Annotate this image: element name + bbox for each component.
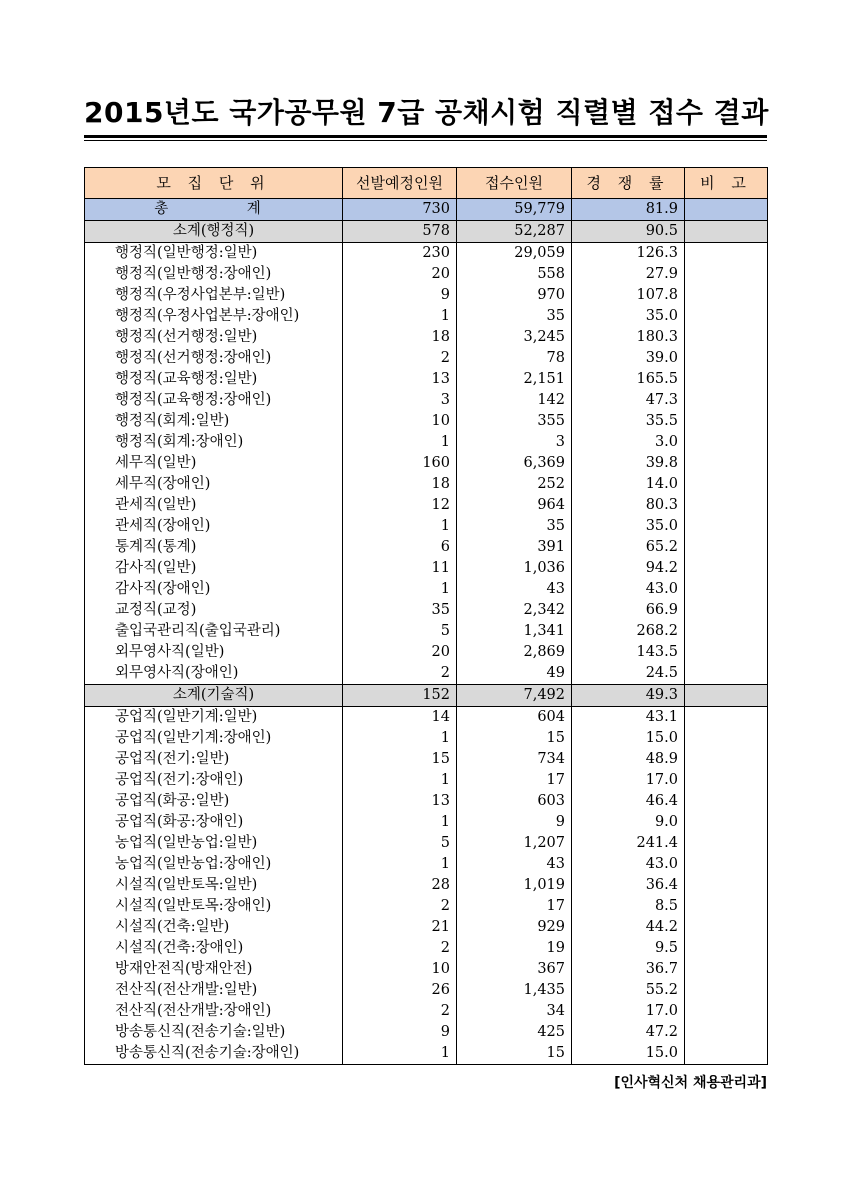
row-name: 출입국관리직(출입국관리) (85, 621, 343, 642)
row-name: 관세직(장애인) (85, 516, 343, 537)
row-note (685, 959, 768, 980)
row-applied: 604 (457, 707, 572, 729)
col-header-planned: 선발예정인원 (343, 168, 457, 199)
row-name: 방송통신직(전송기술:장애인) (85, 1043, 343, 1065)
row-name: 행정직(우정사업본부:일반) (85, 285, 343, 306)
row-note (685, 875, 768, 896)
row-note (685, 495, 768, 516)
row-note (685, 980, 768, 1001)
row-name: 농업직(일반농업:장애인) (85, 854, 343, 875)
row-applied: 252 (457, 474, 572, 495)
row-name: 방송통신직(전송기술:일반) (85, 1022, 343, 1043)
total-row (85, 199, 768, 221)
table-row (85, 749, 768, 770)
table-row (85, 306, 768, 327)
row-name: 공업직(전기:장애인) (85, 770, 343, 791)
row-ratio: 66.9 (572, 600, 685, 621)
row-name: 행정직(선거행정:장애인) (85, 348, 343, 369)
row-note (685, 896, 768, 917)
subtotal-planned: 152 (343, 685, 457, 707)
subtotal-label: 소계(행정직) (85, 221, 343, 243)
subtotal-ratio: 49.3 (572, 685, 685, 707)
row-note (685, 243, 768, 265)
row-name: 시설직(건축:장애인) (85, 938, 343, 959)
row-name: 공업직(전기:일반) (85, 749, 343, 770)
table-row (85, 642, 768, 663)
row-name: 행정직(일반행정:일반) (85, 243, 343, 265)
row-note (685, 707, 768, 729)
row-planned: 1 (343, 1043, 457, 1065)
table-row (85, 707, 768, 729)
row-applied: 2,342 (457, 600, 572, 621)
row-note (685, 600, 768, 621)
col-header-ratio: 경 쟁 률 (572, 168, 685, 199)
table-row (85, 432, 768, 453)
row-ratio: 47.2 (572, 1022, 685, 1043)
row-name: 행정직(교육행정:일반) (85, 369, 343, 390)
table-row (85, 1022, 768, 1043)
subtotal-applied: 52,287 (457, 221, 572, 243)
row-applied: 3 (457, 432, 572, 453)
row-applied: 49 (457, 663, 572, 685)
row-note (685, 579, 768, 600)
row-applied: 558 (457, 264, 572, 285)
source-footer: [인사혁신처 채용관리과] (614, 1075, 767, 1091)
table-row (85, 516, 768, 537)
row-planned: 1 (343, 432, 457, 453)
row-ratio: 9.5 (572, 938, 685, 959)
title-underline-thin (84, 140, 767, 141)
row-applied: 142 (457, 390, 572, 411)
row-applied: 2,151 (457, 369, 572, 390)
table-row (85, 770, 768, 791)
subtotal-note (685, 685, 768, 707)
row-ratio: 80.3 (572, 495, 685, 516)
row-name: 농업직(일반농업:일반) (85, 833, 343, 854)
row-note (685, 327, 768, 348)
row-name: 교정직(교정) (85, 600, 343, 621)
row-note (685, 663, 768, 685)
row-planned: 1 (343, 770, 457, 791)
row-planned: 160 (343, 453, 457, 474)
row-planned: 5 (343, 621, 457, 642)
table-row (85, 917, 768, 938)
row-note (685, 516, 768, 537)
row-note (685, 854, 768, 875)
subtotal-label: 소계(기술직) (85, 685, 343, 707)
row-note (685, 285, 768, 306)
table-row (85, 896, 768, 917)
row-name: 행정직(회계:장애인) (85, 432, 343, 453)
row-note (685, 1022, 768, 1043)
row-ratio: 165.5 (572, 369, 685, 390)
table-row (85, 390, 768, 411)
row-ratio: 14.0 (572, 474, 685, 495)
total-ratio: 81.9 (572, 199, 685, 221)
table-row (85, 812, 768, 833)
row-ratio: 8.5 (572, 896, 685, 917)
row-note (685, 621, 768, 642)
row-ratio: 39.8 (572, 453, 685, 474)
row-planned: 28 (343, 875, 457, 896)
row-ratio: 46.4 (572, 791, 685, 812)
row-ratio: 35.0 (572, 516, 685, 537)
row-ratio: 268.2 (572, 621, 685, 642)
table-row (85, 938, 768, 959)
row-applied: 3,245 (457, 327, 572, 348)
row-planned: 2 (343, 1001, 457, 1022)
row-planned: 1 (343, 516, 457, 537)
row-applied: 35 (457, 516, 572, 537)
row-name: 외무영사직(일반) (85, 642, 343, 663)
table-row (85, 980, 768, 1001)
row-applied: 35 (457, 306, 572, 327)
row-note (685, 812, 768, 833)
row-note (685, 791, 768, 812)
table-row (85, 1043, 768, 1065)
row-applied: 1,019 (457, 875, 572, 896)
row-note (685, 642, 768, 663)
row-planned: 10 (343, 411, 457, 432)
subtotal-ratio: 90.5 (572, 221, 685, 243)
row-planned: 18 (343, 474, 457, 495)
row-planned: 2 (343, 938, 457, 959)
row-planned: 6 (343, 537, 457, 558)
table-row (85, 728, 768, 749)
row-ratio: 17.0 (572, 1001, 685, 1022)
row-ratio: 107.8 (572, 285, 685, 306)
row-name: 행정직(우정사업본부:장애인) (85, 306, 343, 327)
row-planned: 15 (343, 749, 457, 770)
row-planned: 1 (343, 306, 457, 327)
row-applied: 43 (457, 579, 572, 600)
row-name: 행정직(교육행정:장애인) (85, 390, 343, 411)
row-note (685, 348, 768, 369)
table-row (85, 453, 768, 474)
table-row (85, 558, 768, 579)
row-applied: 1,207 (457, 833, 572, 854)
row-planned: 20 (343, 264, 457, 285)
row-applied: 929 (457, 917, 572, 938)
row-planned: 1 (343, 854, 457, 875)
row-name: 관세직(일반) (85, 495, 343, 516)
row-name: 행정직(선거행정:일반) (85, 327, 343, 348)
row-ratio: 43.0 (572, 579, 685, 600)
row-applied: 603 (457, 791, 572, 812)
row-note (685, 390, 768, 411)
row-applied: 355 (457, 411, 572, 432)
row-ratio: 44.2 (572, 917, 685, 938)
row-ratio: 241.4 (572, 833, 685, 854)
total-applied: 59,779 (457, 199, 572, 221)
row-planned: 13 (343, 791, 457, 812)
row-ratio: 180.3 (572, 327, 685, 348)
row-applied: 17 (457, 896, 572, 917)
row-ratio: 35.0 (572, 306, 685, 327)
row-applied: 6,369 (457, 453, 572, 474)
row-name: 시설직(일반토목:일반) (85, 875, 343, 896)
row-planned: 21 (343, 917, 457, 938)
table-body (85, 199, 768, 1065)
row-planned: 1 (343, 728, 457, 749)
row-name: 감사직(장애인) (85, 579, 343, 600)
row-ratio: 143.5 (572, 642, 685, 663)
row-applied: 391 (457, 537, 572, 558)
table-row (85, 791, 768, 812)
row-ratio: 17.0 (572, 770, 685, 791)
row-note (685, 537, 768, 558)
row-ratio: 47.3 (572, 390, 685, 411)
page-title: 2015년도 국가공무원 7급 공채시험 직렬별 접수 결과 (84, 96, 769, 129)
row-note (685, 1001, 768, 1022)
row-planned: 2 (343, 896, 457, 917)
row-name: 외무영사직(장애인) (85, 663, 343, 685)
header-row (85, 168, 768, 199)
subtotal-note (685, 221, 768, 243)
row-ratio: 9.0 (572, 812, 685, 833)
row-planned: 35 (343, 600, 457, 621)
row-name: 공업직(화공:장애인) (85, 812, 343, 833)
col-header-applied: 접수인원 (457, 168, 572, 199)
row-name: 세무직(일반) (85, 453, 343, 474)
row-name: 행정직(일반행정:장애인) (85, 264, 343, 285)
row-name: 행정직(회계:일반) (85, 411, 343, 432)
table-row (85, 264, 768, 285)
row-applied: 367 (457, 959, 572, 980)
row-note (685, 474, 768, 495)
row-applied: 15 (457, 1043, 572, 1065)
row-planned: 1 (343, 579, 457, 600)
row-applied: 2,869 (457, 642, 572, 663)
row-note (685, 833, 768, 854)
row-applied: 1,341 (457, 621, 572, 642)
subtotal-row (85, 221, 768, 243)
col-header-note: 비 고 (685, 168, 768, 199)
row-planned: 14 (343, 707, 457, 729)
row-note (685, 453, 768, 474)
row-planned: 10 (343, 959, 457, 980)
row-planned: 9 (343, 285, 457, 306)
row-applied: 15 (457, 728, 572, 749)
row-note (685, 558, 768, 579)
row-name: 시설직(일반토목:장애인) (85, 896, 343, 917)
row-applied: 9 (457, 812, 572, 833)
row-applied: 970 (457, 285, 572, 306)
row-ratio: 24.5 (572, 663, 685, 685)
row-note (685, 264, 768, 285)
row-note (685, 749, 768, 770)
row-applied: 34 (457, 1001, 572, 1022)
row-applied: 29,059 (457, 243, 572, 265)
row-planned: 5 (343, 833, 457, 854)
row-ratio: 15.0 (572, 728, 685, 749)
row-ratio: 36.4 (572, 875, 685, 896)
table-row (85, 474, 768, 495)
total-label: 총 계 (85, 199, 343, 221)
row-planned: 3 (343, 390, 457, 411)
row-note (685, 411, 768, 432)
table-row (85, 600, 768, 621)
row-name: 통계직(통계) (85, 537, 343, 558)
row-applied: 964 (457, 495, 572, 516)
table-row (85, 621, 768, 642)
row-planned: 2 (343, 663, 457, 685)
row-applied: 17 (457, 770, 572, 791)
row-note (685, 1043, 768, 1065)
row-planned: 9 (343, 1022, 457, 1043)
row-note (685, 770, 768, 791)
row-planned: 20 (343, 642, 457, 663)
total-note (685, 199, 768, 221)
row-ratio: 27.9 (572, 264, 685, 285)
row-planned: 1 (343, 812, 457, 833)
row-name: 시설직(건축:일반) (85, 917, 343, 938)
row-name: 전산직(전산개발:일반) (85, 980, 343, 1001)
table-row (85, 411, 768, 432)
row-name: 공업직(일반기계:장애인) (85, 728, 343, 749)
table-row (85, 285, 768, 306)
row-ratio: 43.1 (572, 707, 685, 729)
row-ratio: 35.5 (572, 411, 685, 432)
row-applied: 734 (457, 749, 572, 770)
row-planned: 26 (343, 980, 457, 1001)
table-row (85, 369, 768, 390)
row-ratio: 55.2 (572, 980, 685, 1001)
table-row (85, 959, 768, 980)
row-note (685, 306, 768, 327)
row-ratio: 126.3 (572, 243, 685, 265)
row-planned: 2 (343, 348, 457, 369)
row-ratio: 36.7 (572, 959, 685, 980)
row-note (685, 728, 768, 749)
row-planned: 13 (343, 369, 457, 390)
row-name: 공업직(화공:일반) (85, 791, 343, 812)
row-ratio: 3.0 (572, 432, 685, 453)
row-name: 세무직(장애인) (85, 474, 343, 495)
row-ratio: 48.9 (572, 749, 685, 770)
table-row (85, 833, 768, 854)
row-applied: 1,036 (457, 558, 572, 579)
table-row (85, 243, 768, 265)
subtotal-applied: 7,492 (457, 685, 572, 707)
row-planned: 230 (343, 243, 457, 265)
table-row (85, 1001, 768, 1022)
table-row (85, 348, 768, 369)
table-row (85, 579, 768, 600)
row-applied: 425 (457, 1022, 572, 1043)
total-planned: 730 (343, 199, 457, 221)
row-applied: 78 (457, 348, 572, 369)
row-applied: 1,435 (457, 980, 572, 1001)
table-row (85, 327, 768, 348)
row-note (685, 432, 768, 453)
table-row (85, 495, 768, 516)
row-name: 전산직(전산개발:장애인) (85, 1001, 343, 1022)
title-area (84, 96, 767, 130)
row-planned: 12 (343, 495, 457, 516)
col-header-unit: 모 집 단 위 (85, 168, 343, 199)
row-applied: 43 (457, 854, 572, 875)
row-name: 방재안전직(방재안전) (85, 959, 343, 980)
row-note (685, 938, 768, 959)
row-planned: 18 (343, 327, 457, 348)
row-ratio: 15.0 (572, 1043, 685, 1065)
table-row (85, 854, 768, 875)
subtotal-planned: 578 (343, 221, 457, 243)
table-row (85, 875, 768, 896)
row-ratio: 65.2 (572, 537, 685, 558)
row-ratio: 39.0 (572, 348, 685, 369)
subtotal-row (85, 685, 768, 707)
results-table (84, 167, 768, 1065)
row-ratio: 43.0 (572, 854, 685, 875)
row-note (685, 369, 768, 390)
row-applied: 19 (457, 938, 572, 959)
row-name: 공업직(일반기계:일반) (85, 707, 343, 729)
title-underline (84, 135, 767, 138)
row-note (685, 917, 768, 938)
row-name: 감사직(일반) (85, 558, 343, 579)
table-row (85, 663, 768, 685)
table-row (85, 537, 768, 558)
row-ratio: 94.2 (572, 558, 685, 579)
row-planned: 11 (343, 558, 457, 579)
